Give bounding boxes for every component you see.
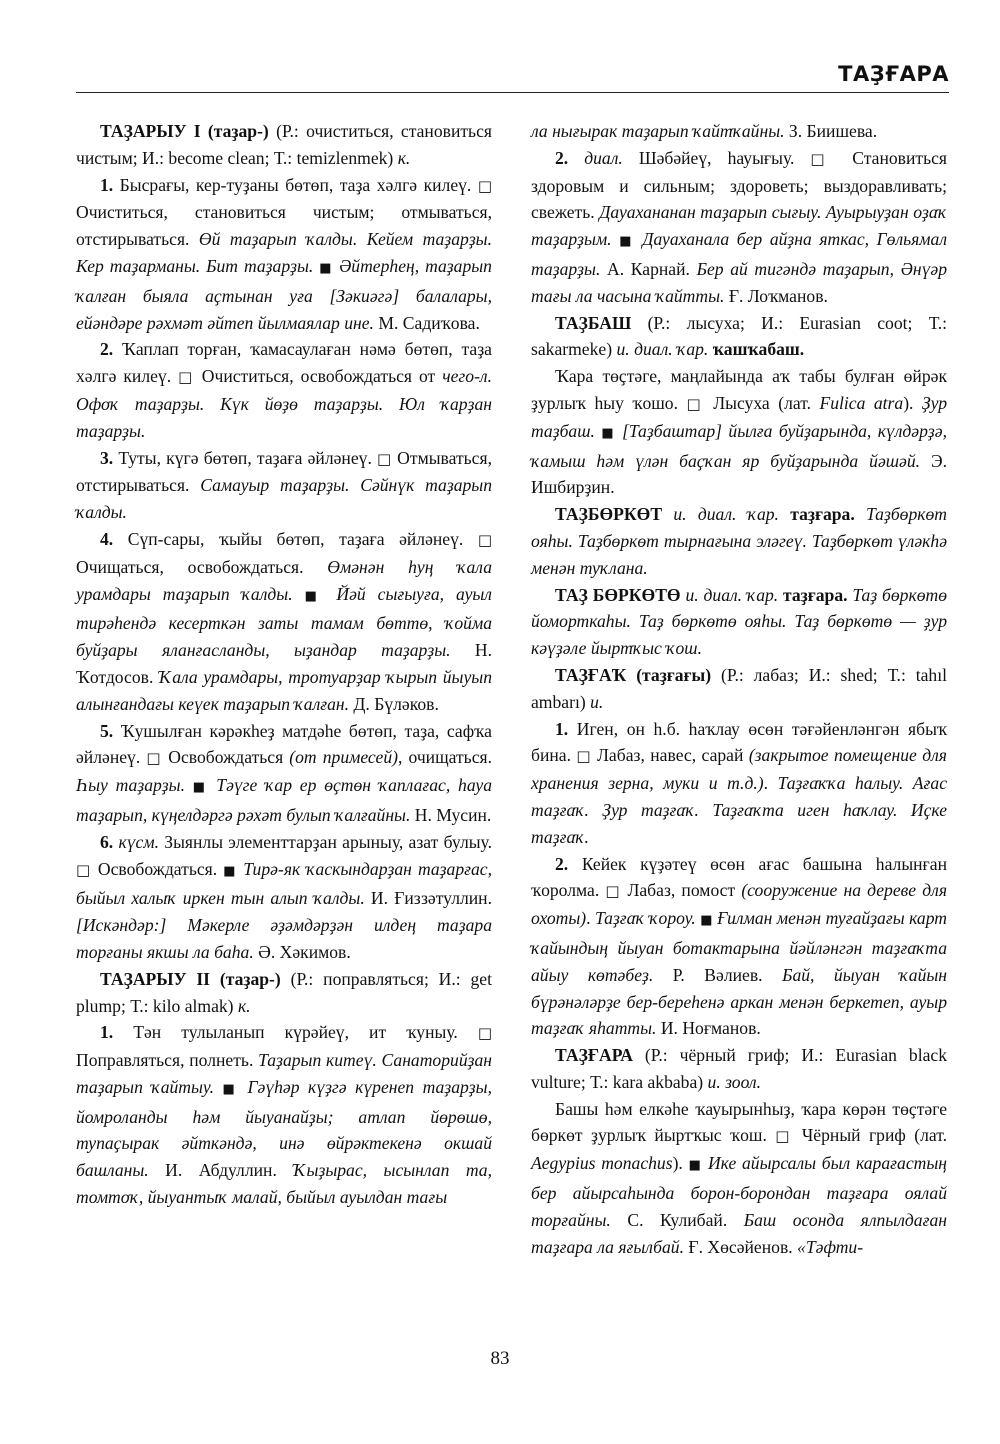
cross-reference: таҙғара. bbox=[778, 584, 848, 605]
translation-note: Aegypius monachus bbox=[531, 1153, 673, 1174]
equivalents: (Р.: лысуха; И.: Eurasian coot; Т.: sakarmeke) bbox=[531, 312, 947, 360]
literary-quote: Тирә-як ҡаскындарҙан таҙарғас, быйыл халыҡ иркен тын алып ҡалды. bbox=[76, 858, 492, 909]
russian-translation: Чёрный гриф (лат. bbox=[793, 1125, 947, 1146]
definition: Ҡаплап торған, ҡамасаулаған нәмә бөтөп, таҙа хәлгә килеү. bbox=[76, 339, 492, 387]
russian-translation: Освобождаться. bbox=[91, 858, 224, 879]
translation-box-icon: □ bbox=[477, 176, 492, 195]
translation-note: (закрытое помещение для хранения зерна, муки и т.д.) bbox=[531, 745, 947, 794]
literary-quote: Бай, йыуан ҡайын бүрәнәләрҙе бер-береһенә аркан менән беркетеп, ауыр таҙғаҡ яһатты. bbox=[531, 964, 948, 1039]
translation-box-icon: □ bbox=[810, 149, 837, 168]
quote-author: Р. Вәлиев. bbox=[653, 964, 783, 985]
equivalents: (Р.: очиститься, становиться чистым; И.: become clean; Т.: temizlenmek) bbox=[76, 121, 492, 168]
quote-author: И. Ноғманов. bbox=[656, 1018, 761, 1039]
russian-translation: Лысуха (лат. bbox=[704, 392, 820, 413]
translation-box-icon: □ bbox=[576, 747, 592, 766]
grammar-label: к. bbox=[397, 147, 411, 168]
sense-label: диал. bbox=[568, 147, 623, 168]
sense-paragraph bbox=[531, 145, 947, 310]
sense-paragraph bbox=[531, 851, 947, 1043]
cross-reference: таҙғара. bbox=[778, 504, 855, 525]
headword: ТАҘАРЫУ I (таҙар-) bbox=[100, 121, 269, 141]
quote-square-icon: ■ bbox=[688, 1158, 703, 1174]
dictionary-entry-head bbox=[531, 310, 947, 364]
translation-tail: . bbox=[763, 773, 778, 794]
quote-square-icon: ■ bbox=[319, 260, 334, 276]
literary-quote: Ике айырсалы был карағастың бер айырсаһында борон-борондан таҙғара оялай торғайны. bbox=[531, 1153, 947, 1230]
sense-number: 6. bbox=[100, 831, 114, 852]
quote-author: Ә. Хәкимов. bbox=[253, 941, 351, 962]
usage-example: Таҙарып китеү. Санаторийҙан таҙарып ҡайтыу. bbox=[76, 1050, 492, 1097]
translation-tail: ). bbox=[903, 392, 922, 413]
running-title: ТАҘҒАРА bbox=[838, 62, 949, 86]
grammar-label: к. bbox=[237, 995, 251, 1016]
quote-square-icon: ■ bbox=[304, 588, 325, 604]
literary-quote: Дауаханала бер айҙна яткас, Гөльямал таҙарҙы. bbox=[531, 229, 947, 279]
dictionary-entry-head bbox=[531, 582, 947, 662]
translation-box-icon: □ bbox=[377, 449, 392, 468]
quote-author: Ғ. Хөсәйенов. bbox=[684, 1236, 798, 1257]
translation-note: (сооружение на дереве для охоты) bbox=[531, 880, 947, 929]
quote-square-icon: ■ bbox=[700, 913, 713, 929]
translation-box-icon: □ bbox=[146, 749, 163, 768]
grammar-label: и. диал. ҡар. bbox=[616, 339, 709, 360]
definition: Бысрағы, кер-туҙаны бөтөп, таҙа хәлгә килеү. bbox=[113, 174, 478, 195]
headword: ТАҘБӨРКӨТ bbox=[555, 504, 663, 525]
page-number: 83 bbox=[490, 1348, 510, 1369]
sense-paragraph bbox=[76, 829, 492, 966]
definition: Иген, он һ.б. һаҡлау өсөн тәғәйенләнгән ябыҡ бина. bbox=[531, 718, 947, 766]
definition: Ҡушылған кәрәкһеҙ матдәһе бөтөп, таҙа, сафҡа әйләнеү. bbox=[76, 720, 492, 768]
russian-translation: Очиститься, становиться чистым; отмываться, отстирываться. bbox=[76, 202, 492, 250]
sense-number: 1. bbox=[555, 718, 569, 739]
definition: Зыянлы элементтарҙан арыныу, азат булыу. bbox=[158, 831, 492, 852]
usage-example: Таҙғаҡҡа һалыу. Ағас таҙғаҡ. Ҙур таҙғаҡ. Таҙғаҡта иген һаҡлау. Иҫке таҙғаҡ. bbox=[531, 773, 948, 847]
russian-translation: Лабаз, навес, сарай bbox=[591, 745, 749, 766]
russian-translation: Отмываться, отстирываться. bbox=[76, 447, 492, 496]
usage-example: Самауыр таҙарҙы. Сәйнүк таҙарып ҡалды. bbox=[76, 475, 493, 523]
definition: Тән тулыланып күрәйеү, ит ҡуныу. bbox=[113, 1022, 478, 1043]
quote-author: М. Садиҡова. bbox=[373, 312, 480, 333]
literary-quote: Ҡала урамдары, тротуарҙар ҡырып йыуып алынғандағы кеүек таҙарып ҡалған. bbox=[76, 666, 492, 714]
sense-paragraph bbox=[76, 526, 492, 718]
sense-label: күсм. bbox=[113, 831, 159, 852]
usage-example: Ҙур таҙбаш. bbox=[531, 392, 948, 441]
definition: Башы һәм елкәһе ҡауырынһыҙ, ҡара көрән төҫтәге бөркөт ҙурлыҡ йыртҡыс ҡош. bbox=[531, 1098, 947, 1146]
russian-translation: Лабаз, помост bbox=[621, 880, 742, 901]
translation-note: чего-л. bbox=[442, 366, 492, 387]
right-column bbox=[531, 118, 947, 1260]
literary-quote: «Тәфти- bbox=[797, 1236, 864, 1257]
literary-quote: Баш осонда ялпылдаған таҙғара ла яғылбай. bbox=[531, 1209, 947, 1257]
dictionary-entry-head bbox=[76, 966, 492, 1020]
sense-number: 2. bbox=[100, 339, 114, 360]
translation-box-icon: □ bbox=[477, 1024, 492, 1043]
quote-author: Ғ. Лоҡманов. bbox=[724, 285, 828, 306]
usage-example: Һыу таҙарҙы. bbox=[76, 775, 185, 796]
quote-square-icon: ■ bbox=[619, 234, 635, 250]
equivalents bbox=[662, 504, 673, 524]
literary-quote: Ғилман менән туғайҙағы карт ҡайындың йыуан ботактарына йәйләнгән таҙғаҡта айыу көтәбеҙ. bbox=[531, 908, 947, 985]
definition: Кейек күҙәтеү өсөн ағас башына һалынған ҡоролма. bbox=[531, 853, 947, 901]
sense-paragraph bbox=[76, 445, 492, 526]
translation-box-icon: □ bbox=[686, 394, 705, 413]
russian-translation: Поправляться, полнеть. bbox=[76, 1050, 259, 1071]
headword: ТАҘҒАҠ (таҙғағы) bbox=[555, 664, 712, 685]
literary-quote: ла нығырак таҙарып ҡайтҡайны. bbox=[531, 121, 785, 141]
translation-note: (от примесей) bbox=[289, 747, 398, 768]
translation-note: Fulica atra bbox=[819, 392, 904, 413]
headword: ТАҘҒАРА bbox=[555, 1045, 633, 1066]
translation-box-icon: □ bbox=[477, 530, 492, 549]
quote-author: Н. Ҡотдосов. bbox=[76, 640, 492, 687]
dictionary-entry-head bbox=[531, 501, 947, 581]
usage-example: Офоҡ таҙарҙы. Күк йөҙө таҙарҙы. Юл ҡарҙан таҙарҙы. bbox=[76, 393, 492, 441]
usage-example: Таҙ бөркөтө йоморткаһы. Таҙ бөркөтө ояһы. Таҙ бөркөтө — ҙур кәүҙәле йыртҡыс ҡош. bbox=[531, 584, 947, 659]
quote-author: Н. Мусин. bbox=[410, 804, 492, 825]
equivalents: (Р.: лабаз; И.: shed; Т.: tahıl ambarı) bbox=[531, 664, 947, 712]
grammar-label: и. диал. ҡар. bbox=[685, 584, 779, 605]
grammar-label: и. диал. ҡар. bbox=[673, 504, 779, 525]
dictionary-entry-head bbox=[76, 118, 492, 172]
sense-paragraph bbox=[76, 172, 492, 337]
translation-tail: , очищаться. bbox=[397, 747, 492, 768]
sense-paragraph bbox=[76, 336, 492, 444]
left-column bbox=[76, 118, 492, 1211]
quote-author: И. Абдуллин. bbox=[148, 1160, 294, 1181]
running-header bbox=[76, 62, 949, 93]
sense-number: 1. bbox=[100, 174, 114, 195]
dictionary-entry-head bbox=[531, 1042, 947, 1096]
translation-box-icon: □ bbox=[178, 368, 195, 387]
definition: Шәбәйеү, һауығыу. bbox=[622, 147, 811, 168]
dictionary-entry-head bbox=[531, 662, 947, 716]
sense-paragraph bbox=[76, 1019, 492, 1211]
headword: ТАҘБАШ bbox=[555, 312, 632, 333]
russian-translation: Очиститься, освобождаться от bbox=[194, 366, 443, 387]
translation-box-icon: □ bbox=[775, 1127, 794, 1146]
definition: Туты, күгә бөтөп, таҙаға әйләнеү. bbox=[113, 447, 378, 468]
equivalents: (Р.: чёрный гриф; И.: Eurasian black vulture; Т.: kara akbaba) bbox=[531, 1045, 947, 1092]
sense-number: 5. bbox=[100, 720, 114, 741]
russian-translation: Очищаться, освобождаться. bbox=[76, 556, 328, 577]
translation-tail: . bbox=[586, 908, 595, 929]
quote-author: З. Биишева. bbox=[784, 121, 878, 141]
literary-quote: Гәүһәр күҙгә күренеп таҙарҙы, йомроланды һәм йыуанайҙы; атлап йөрөшө, тупаҫырак әйткәндә, инә өйрәктекенә окшай башланы. bbox=[76, 1076, 492, 1181]
usage-example: Таҙғаҡ ҡороу. bbox=[595, 908, 696, 929]
quote-author: Д. Бүләков. bbox=[349, 693, 439, 714]
sense-number: 3. bbox=[100, 447, 114, 468]
sense-number: 4. bbox=[100, 528, 114, 549]
translation-box-icon: □ bbox=[76, 860, 92, 879]
cross-reference: ҡашҡабаш. bbox=[708, 339, 805, 360]
sense-number: 2. bbox=[555, 853, 569, 874]
literary-quote: [Таҙбаштар] йылға буйҙарында, күлдәрҙә, ҡамыш һәм үлән баҫҡан яр буйҙарында йәшәй. bbox=[531, 420, 947, 471]
definition: Ҡара төҫтәге, маңлайында аҡ табы булған өйрәк ҙурлыҡ һыу ҡошо. bbox=[531, 366, 947, 413]
russian-translation: Становиться здоровым и сильным; здороветь; выздоравливать; свежеть. bbox=[531, 147, 947, 223]
quote-square-icon: ■ bbox=[222, 1081, 239, 1097]
sense-number: 1. bbox=[100, 1022, 114, 1043]
quote-author: А. Карнай. bbox=[600, 258, 697, 279]
quote-square-icon: ■ bbox=[192, 780, 209, 796]
quote-square-icon: ■ bbox=[223, 863, 238, 879]
sense-paragraph bbox=[531, 716, 947, 851]
entry-paragraph bbox=[531, 118, 947, 145]
sense-number: 2. bbox=[555, 147, 569, 168]
quote-author: И. Ғиззәтуллин. bbox=[364, 888, 492, 909]
headword: ТАҘАРЫУ II (таҙар-) bbox=[100, 968, 281, 989]
quote-author: С. Кулибай. bbox=[610, 1209, 744, 1230]
translation-box-icon: □ bbox=[605, 882, 622, 901]
entry-paragraph bbox=[531, 1096, 947, 1261]
usage-example: Өмәнән һуң ҡала урамдары таҙарып ҡалды. bbox=[76, 556, 492, 604]
quote-square-icon: ■ bbox=[601, 425, 616, 441]
russian-translation: Освобождаться bbox=[162, 747, 290, 768]
translation-tail: ). bbox=[672, 1153, 683, 1174]
quote-author: Э. Ишбирҙин. bbox=[531, 450, 948, 498]
definition: Сүп-сары, ҡыйы бөтөп, таҙаға әйләнеү. bbox=[113, 528, 478, 549]
headword: ТАҘ БӨРКӨТӨ bbox=[555, 584, 681, 605]
usage-example: Дауахананан таҙарып сығыу. Ауырыуҙан оҙаҡ таҙарҙым. bbox=[531, 202, 947, 250]
sense-paragraph bbox=[76, 718, 492, 829]
grammar-label: и. зоол. bbox=[707, 1071, 761, 1092]
literary-quote: [Искәндәр:] Мәкерле әҙәмдәрҙән илдең таҙара торғаны якшы ла баһа. bbox=[76, 915, 492, 962]
literary-quote: Йәй сығыуға, ауыл тирәһендә кесерткән заты тамам бөттө, ҡойма буйҙары яланғасланды, ыҙандар таҙарҙы. bbox=[76, 583, 492, 661]
entry-paragraph bbox=[531, 363, 947, 501]
equivalents: (Р.: поправляться; И.: get plump; Т.: kilo almak) bbox=[76, 968, 492, 1016]
grammar-label: и. bbox=[590, 691, 604, 712]
literary-quote: Бер ай тигәндә таҙарып, Әнүәр тағы ла часына ҡайтты. bbox=[531, 258, 947, 306]
usage-example: Өй таҙарып ҡалды. Кейем таҙарҙы. Кер таҙарманы. Бит таҙарҙы. bbox=[76, 229, 492, 276]
literary-quote: Тәүге ҡар ер өҫтөн ҡаплағас, һауа таҙарып, күңелдәргә рәхәт булып ҡалғайны. bbox=[76, 775, 492, 825]
literary-quote: Әйтерһең, таҙарып ҡалған быяла аҫтынан уға [Зәкиәгә] балалары, ейәндәре рәхмәт әйтеп йылмаялар ине. bbox=[76, 255, 492, 333]
usage-example: Таҙбөркөт ояһы. Таҙбөркөт тырнағына эләгеү. Таҙбөркөт үләкһә менән туҡлана. bbox=[531, 504, 948, 578]
literary-quote: Ҡыҙырас, ысынлап та, томтоҡ, йыуантыҡ малай, быйыл ауылдан тағы bbox=[76, 1160, 493, 1208]
